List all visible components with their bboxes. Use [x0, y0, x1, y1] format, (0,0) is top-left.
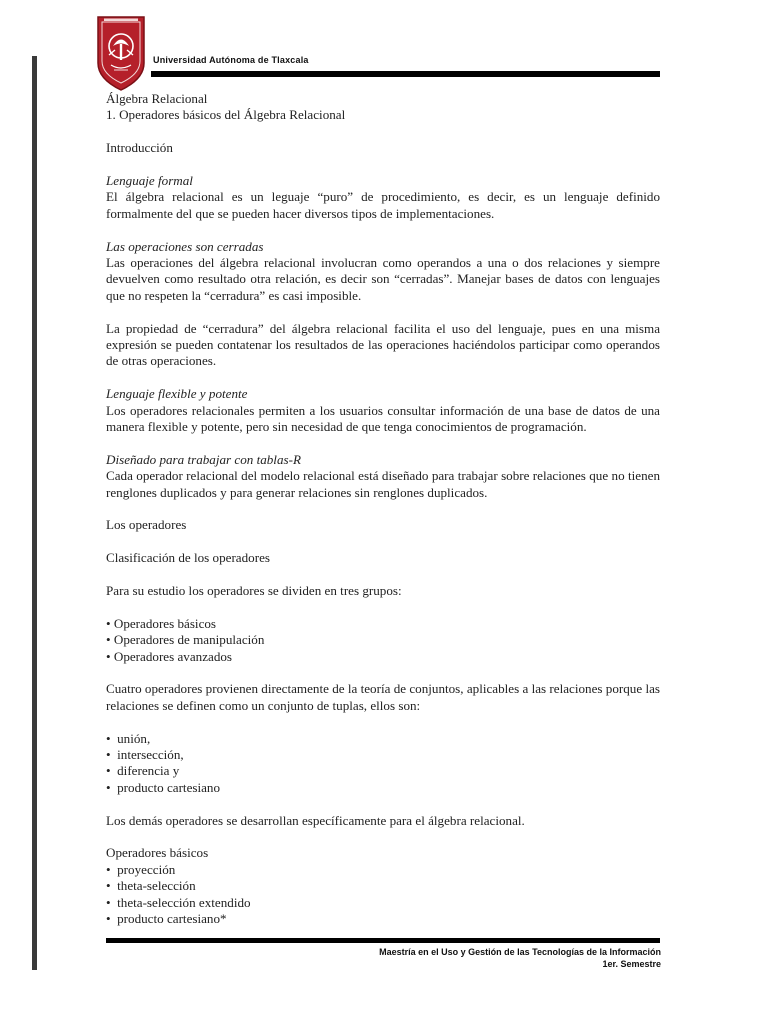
closure-property-paragraph: La propiedad de “cerradura” del álgebra relacional facilita el uso del lenguaje, pues en una misma expresión se pueden contatenar los resultados de las operaciones haciéndolos participar como operandos de otras operaciones.	[106, 320, 660, 369]
list-item: • unión,	[106, 730, 151, 746]
document-body	[106, 91, 660, 928]
footer-semester: 1er. Semestre	[602, 959, 661, 969]
closed-operations-paragraph: Las operaciones del álgebra relacional involucran como operandos a una o dos relaciones y siempre devuelven como resultado otra relación, es decir son “cerradas”. Manejar bases de datos con lenguajes que no respeten la “cerradura” es casi imposible.	[106, 255, 660, 303]
list-item: • producto cartesiano	[106, 779, 221, 795]
list-item: • Operadores de manipulación	[106, 632, 265, 648]
list-item: • theta-selección	[106, 878, 196, 894]
header-divider	[151, 71, 660, 77]
university-seal-icon	[95, 13, 147, 93]
basic-operators-heading: Operadores básicos	[106, 845, 209, 861]
document-title: Álgebra Relacional	[106, 91, 208, 106]
list-item: • theta-selección extendido	[106, 894, 251, 910]
list-item: • Operadores avanzados	[106, 648, 233, 664]
operators-heading: Los operadores	[106, 517, 187, 533]
r-tables-heading: Diseñado para trabajar con tablas-R	[106, 451, 301, 467]
study-groups-intro: Para su estudio los operadores se dividen en tres grupos:	[106, 583, 402, 599]
flexible-language-heading: Lenguaje flexible y potente	[106, 386, 248, 402]
list-item: • intersección,	[106, 747, 184, 763]
left-margin-rule	[32, 56, 37, 970]
list-item: • proyección	[106, 861, 176, 877]
intro-heading: Introducción	[106, 140, 173, 156]
page-footer	[379, 946, 661, 970]
closed-operations-heading: Las operaciones son cerradas	[106, 238, 264, 254]
formal-language-paragraph: El álgebra relacional es un leguaje “puro” de procedimiento, es decir, es un lenguaje definido formalmente del que se pueden hacer diversos tipos de implementaciones.	[106, 189, 660, 221]
formal-language-heading: Lenguaje formal	[106, 173, 193, 188]
footer-program: Maestría en el Uso y Gestión de las Tecnologías de la Información	[379, 947, 661, 957]
list-item: • diferencia y	[106, 763, 180, 779]
flexible-language-paragraph: Los operadores relacionales permiten a los usuarios consultar información de una base de datos de una manera flexible y potente, pero sin necesidad de que tenga conocimientos de programación.	[106, 402, 660, 435]
section-title: 1. Operadores básicos del Álgebra Relacional	[106, 107, 346, 123]
set-theory-paragraph: Cuatro operadores provienen directamente de la teoría de conjuntos, aplicables a las relaciones porque las relaciones se definen como un conjunto de tuplas, ellos son:	[106, 681, 660, 713]
institution-name: Universidad Autónoma de Tlaxcala	[153, 55, 309, 65]
footer-divider	[106, 938, 660, 943]
list-item: • Operadores básicos	[106, 615, 217, 631]
list-item: • producto cartesiano*	[106, 911, 227, 927]
other-operators-paragraph: Los demás operadores se desarrollan específicamente para el álgebra relacional.	[106, 812, 525, 828]
r-tables-paragraph: Cada operador relacional del modelo relacional está diseñado para trabajar sobre relaciones que no tienen renglones duplicados y para generar relaciones sin renglones duplicados.	[106, 468, 660, 500]
classification-heading: Clasificación de los operadores	[106, 550, 270, 566]
